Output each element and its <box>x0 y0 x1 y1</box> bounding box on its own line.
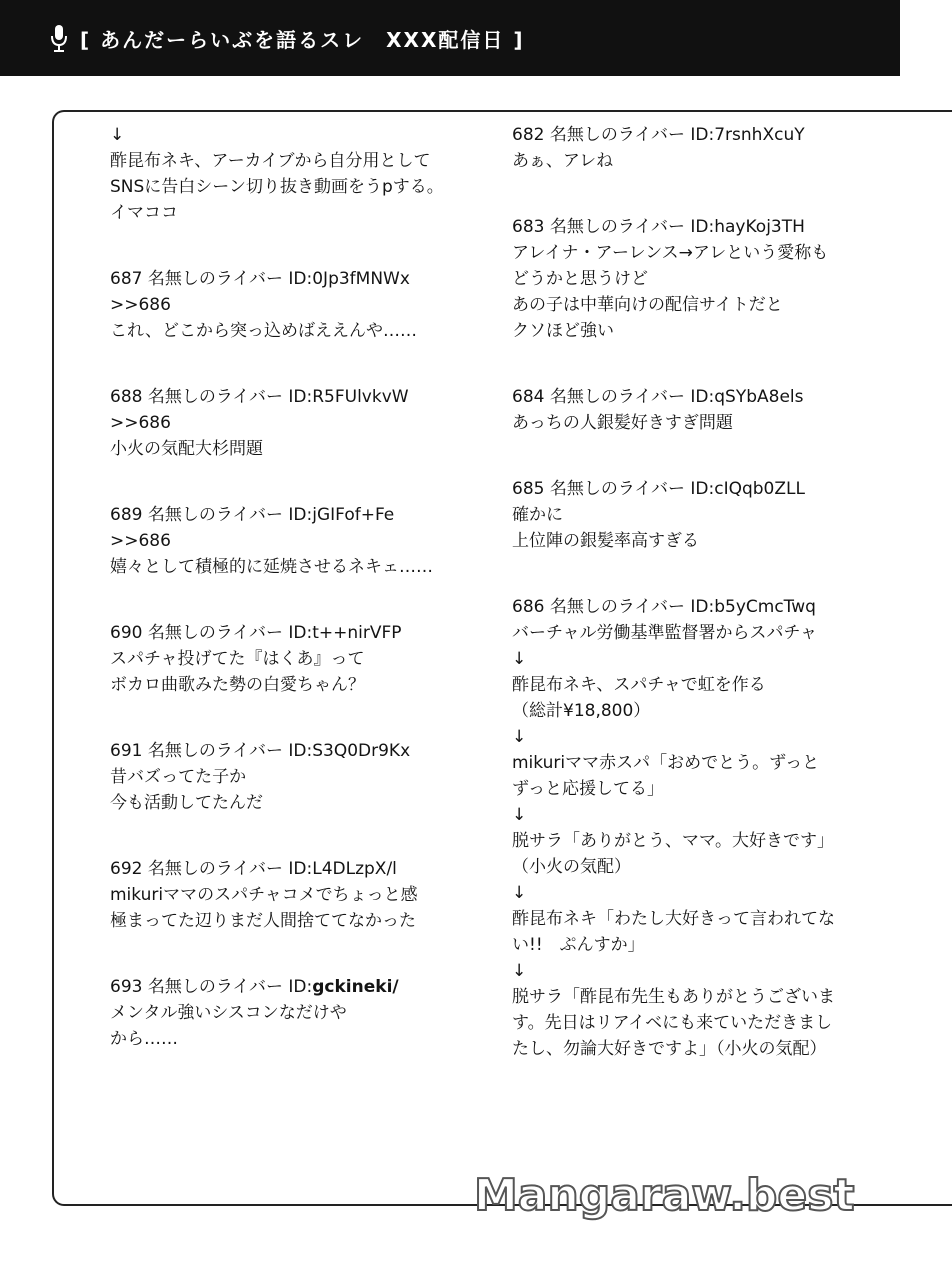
post-line: メンタル強いシスコンなだけや <box>110 1003 347 1023</box>
post-line: 酢昆布ネキ「わたし大好きって言われてな <box>512 909 835 929</box>
post-line: クソほど強い <box>512 321 614 341</box>
post-line: 脱サラ「ありがとう、ママ。大好きです」 <box>512 831 834 851</box>
post-line: 嬉々として積極的に延焼させるネキェ…… <box>110 557 433 577</box>
post-header: 690 名無しのライバー ID:t++nirVFP <box>110 623 402 643</box>
post-line: 酢昆布ネキ、スパチャで虹を作る <box>512 675 766 695</box>
post-header: 692 名無しのライバー ID:L4DLzpX/l <box>110 859 397 879</box>
post-line: ↓ <box>512 727 527 747</box>
post-line: 小火の気配大杉問題 <box>110 439 263 459</box>
post-line: 脱サラ「酢昆布先生もありがとうございま <box>512 987 835 1007</box>
post-header <box>110 974 490 1000</box>
post-line: ずっと応援してる」 <box>512 779 664 799</box>
post-692 <box>110 856 490 934</box>
post-line: あの子は中華向けの配信サイトだと <box>512 295 783 315</box>
right-column <box>512 122 892 1062</box>
post-line: イマココ <box>110 203 178 223</box>
post-693 <box>110 974 490 1052</box>
post-line: 今も活動してたんだ <box>110 793 263 813</box>
post-header: 682 名無しのライバー ID:7rsnhXcuY <box>512 125 805 145</box>
post-line: どうかと思うけど <box>512 269 648 289</box>
post-686 <box>512 594 892 1062</box>
thread-title: [ あんだーらいぶを語るスレ XXX配信日 ] <box>80 27 525 52</box>
post-id-bold: gckineki/ <box>312 977 399 997</box>
post-line: アレイナ・アーレンス→アレという愛称も <box>512 243 829 263</box>
post-line: い!! ぷんすか」 <box>512 935 645 955</box>
post-reply-link[interactable]: >>686 <box>110 531 171 551</box>
post-header: 685 名無しのライバー ID:cIQqb0ZLL <box>512 479 805 499</box>
post-reply-link[interactable]: >>686 <box>110 295 171 315</box>
post-line: 酢昆布ネキ、アーカイブから自分用として <box>110 151 431 171</box>
post-continuation <box>110 122 490 226</box>
post-682 <box>512 122 892 174</box>
post-691 <box>110 738 490 816</box>
post-line: これ、どこから突っ込めばええんや…… <box>110 321 418 341</box>
post-685 <box>512 476 892 554</box>
post-690 <box>110 620 490 698</box>
post-line: ↓ <box>512 805 527 825</box>
post-line: （総計¥18,800） <box>512 701 651 721</box>
post-header: 684 名無しのライバー ID:qSYbA8els <box>512 387 804 407</box>
post-688 <box>110 384 490 462</box>
post-line: ↓ <box>512 883 527 903</box>
post-line: mikuriママ赤スパ「おめでとう。ずっと <box>512 753 820 773</box>
watermark-text: Mangaraw.best <box>474 1170 855 1221</box>
post-line: ↓ <box>512 961 527 981</box>
post-line: ボカロ曲歌みた勢の白愛ちゃん？ <box>110 675 365 695</box>
post-line: たし、勿論大好きですよ」（小火の気配） <box>512 1039 827 1059</box>
post-header: 691 名無しのライバー ID:S3Q0Dr9Kx <box>110 741 411 761</box>
post-header: 688 名無しのライバー ID:R5FUlvkvW <box>110 387 409 407</box>
post-header: 683 名無しのライバー ID:hayKoj3TH <box>512 217 805 237</box>
post-line: から…… <box>110 1029 178 1049</box>
post-line: ↓ <box>110 125 125 145</box>
watermark <box>470 1162 855 1226</box>
microphone-icon <box>50 23 68 53</box>
post-line: バーチャル労働基準監督署からスパチャ <box>512 623 817 643</box>
post-line: あぁ、アレね <box>512 151 614 171</box>
post-683 <box>512 214 892 344</box>
post-line: SNSに告白シーン切り抜き動画をうpする。 <box>110 177 444 197</box>
post-line: 昔バズってた子か <box>110 767 247 787</box>
post-line: あっちの人銀髪好きすぎ問題 <box>512 413 733 433</box>
post-687 <box>110 266 490 344</box>
post-reply-link[interactable]: >>686 <box>110 413 171 433</box>
post-line: mikuriママのスパチャコメでちょっと感 <box>110 885 418 905</box>
post-684 <box>512 384 892 436</box>
post-line: スパチャ投げてた『はくあ』って <box>110 649 365 669</box>
post-header: 687 名無しのライバー ID:0Jp3fMNWx <box>110 269 410 289</box>
post-header-prefix: 693 名無しのライバー ID: <box>110 977 313 997</box>
post-line: 極まってた辺りまだ人間捨ててなかった <box>110 911 416 931</box>
post-line: （小火の気配） <box>512 857 631 877</box>
post-line: す。先日はリアイベにも来ていただきまし <box>512 1013 833 1033</box>
post-line: 上位陣の銀髪率高すぎる <box>512 531 699 551</box>
post-header: 689 名無しのライバー ID:jGIFof+Fe <box>110 505 395 525</box>
left-column <box>110 122 490 1052</box>
post-line: ↓ <box>512 649 527 669</box>
post-header: 686 名無しのライバー ID:b5yCmcTwq <box>512 597 816 617</box>
post-689 <box>110 502 490 580</box>
post-line: 確かに <box>512 505 563 525</box>
page-header <box>0 0 900 76</box>
